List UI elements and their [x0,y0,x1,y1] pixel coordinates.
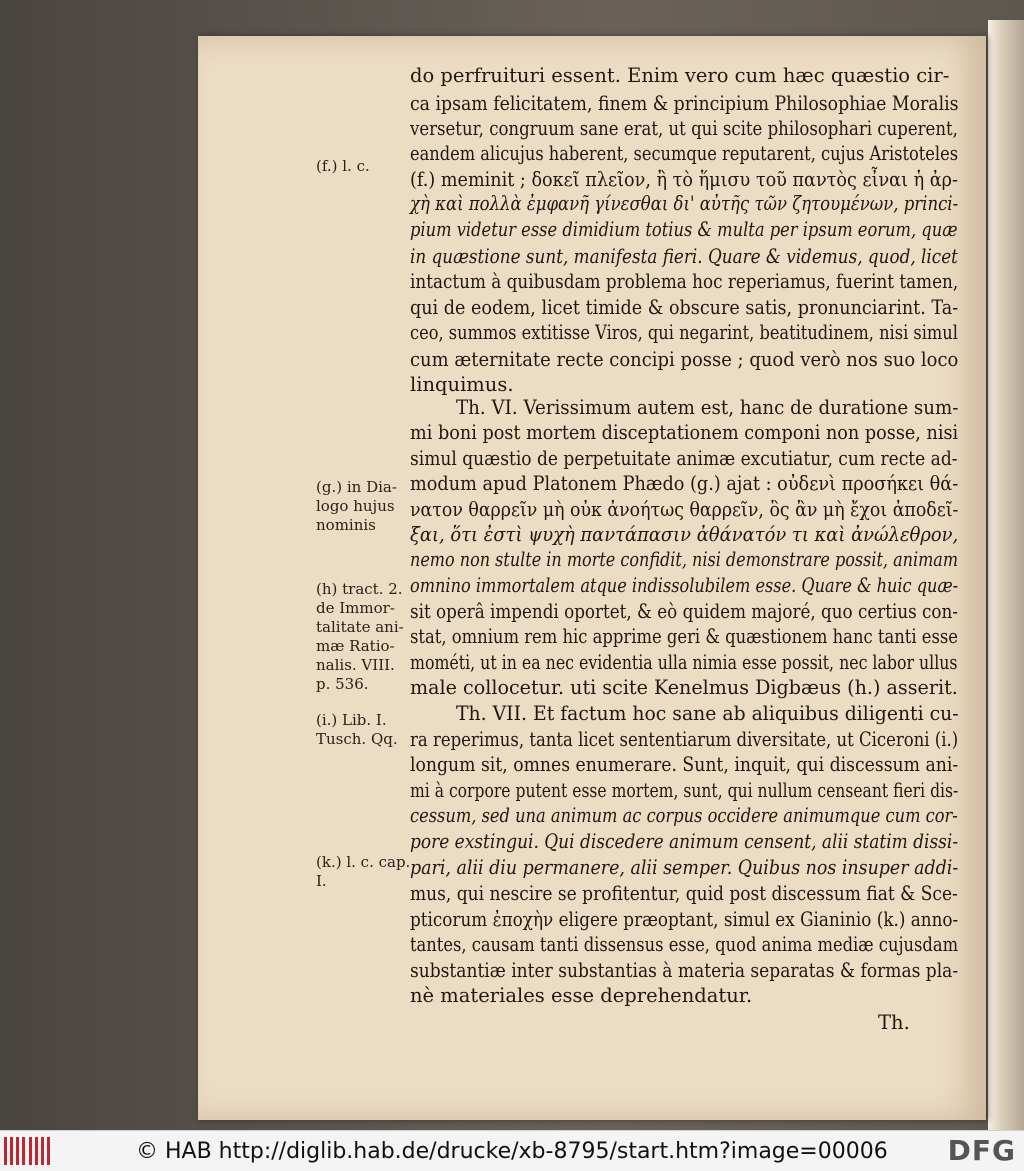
text-line: pticorum ἐποχὴν eligere præoptant, simul ex Gianinio (k.) anno- [410,908,959,931]
margin-note [316,580,404,694]
text-line: nemo non stulte in morte confidit, nisi demonstrare possit, animam [410,548,959,571]
text-line: pium videtur esse dimidium totius & multa per ipsum eorum, quæ [410,218,958,241]
margin-note-line: (h) tract. 2. [316,580,403,598]
text-line: mométi, ut in ea nec evidentia ulla nimia esse possit, nec labor ullus [410,651,958,674]
book-page [198,36,986,1120]
text-line: qui de eodem, licet timide & obscure satis, pronunciarint. Ta- [410,296,959,319]
margin-note-line: (f.) l. c. [316,157,370,175]
text-line: ra reperimus, tanta licet sententiarum diversitate, ut Ciceroni (i.) [410,728,959,751]
text-line: tantes, causam tanti dissensus esse, quod anima mediæ cujusdam [410,933,959,956]
dfg-logo: DFG [947,1134,1016,1167]
text-line: mi boni post mortem disceptationem componi non posse, nisi [410,421,959,444]
margin-note-line: (k.) l. c. cap. [316,853,411,871]
margin-note [316,157,398,176]
margin-note [316,478,398,535]
text-line: simul quæstio de perpetuitate animæ excutiatur, cum recte ad- [410,447,958,470]
text-line: cessum, sed una animum ac corpus occidere animumque cum cor- [410,804,958,827]
text-line: mi à corpore putent esse mortem, sunt, qui nullum censeant fieri dis- [410,779,959,802]
margin-note-line: (g.) in Dia- [316,478,397,496]
text-line: χὴ καὶ πολλὰ ἐμφανῆ γίνεσθαι δι' αὐτῆς τῶν ζητουμένων, princi- [410,192,959,215]
margin-note-line: Tusch. Qq. [316,730,398,748]
margin-note-line: mæ Ratio- [316,637,395,655]
text-line: ξαι, ὅτι ἐστὶ ψυχὴ παντάπασιν ἀθάνατόν τι καὶ ἀνώλεθρον, [410,523,959,546]
text-line: (f.) meminit ; δοκεῖ πλεῖον, ἢ τὸ ἥμισυ τοῦ παντὸς εἶναι ἡ ἀρ- [410,168,958,191]
margin-note [316,711,398,749]
margin-note-line: (i.) Lib. I. [316,711,387,729]
text-line: eandem alicujus haberent, secumque reputarent, cujus Aristoteles [410,142,959,165]
text-line: Th. VI. Verissimum autem est, hanc de duratione sum- [456,396,959,419]
next-page-edge [988,20,1024,1130]
text-line: omnino immortalem atque indissolubilem esse. Quare & huic quæ- [410,574,959,597]
text-line: pari, alii diu permanere, alii semper. Quibus nos insuper addi- [410,856,959,879]
text-line: versetur, congruum sane erat, ut qui scite philosophari cuperent, [410,117,958,140]
text-line: νατον θαρρεῖν μὴ οὐκ ἀνοήτως θαρρεῖν, ὃς ἂν μὴ ἔχοι ἀποδεῖ- [410,498,959,521]
text-line: pore exstingui. Qui discedere animum censent, alii statim dissi- [410,830,959,853]
viewer-footer [0,1130,1024,1171]
text-line: substantiæ inter substantias à materia separatas & formas pla- [410,959,959,982]
text-line: do perfruituri essent. Enim vero cum hæc quæstio cir- [410,64,950,87]
margin-note-line: p. 536. [316,675,369,693]
margin-note-line: I. [316,872,327,890]
margin-note-line: logo hujus [316,497,395,515]
text-line: ceo, summos extitisse Viros, qui negarint, beatitudinem, nisi simul [410,321,958,344]
text-line: linquimus. [410,373,514,396]
text-line: ca ipsam felicitatem, finem & principium Philosophiae Moralis [410,92,959,115]
copyright-url[interactable]: © HAB http://diglib.hab.de/drucke/xb-8795/start.htm?image=00006 [136,1138,888,1164]
text-line: stat, omnium rem hic apprime geri & quæstionem hanc tanti esse [410,625,959,648]
text-line: intactum à quibusdam problema hoc reperiamus, fuerint tamen, [410,270,959,293]
margin-note-line: nalis. VIII. [316,656,395,674]
text-line: nè materiales esse deprehendatur. [410,984,753,1007]
text-line: Th. VII. Et factum hoc sane ab aliquibus diligenti cu- [456,702,959,725]
margin-note [316,853,411,891]
text-line: Th. [878,1011,910,1034]
margin-note-line: nominis [316,516,376,534]
text-line: longum sit, omnes enumerare. Sunt, inquit, qui discessum ani- [410,753,959,776]
margin-note-line: talitate ani- [316,618,404,636]
text-line: modum apud Platonem Phædo (g.) ajat : οὐδενὶ προσήκει θά- [410,472,959,495]
library-logo-icon [4,1136,50,1166]
margin-note-line: de Immor- [316,599,395,617]
text-line: mus, qui nescire se profitentur, quid post discessum fiat & Sce- [410,882,958,905]
text-line: cum æternitate recte concipi posse ; quod verò nos suo loco [410,348,959,371]
text-line: sit operâ impendi oportet, & eò quidem majoré, quo certius con- [410,600,958,623]
text-line: in quæstione sunt, manifesta fieri. Quare & videmus, quod, licet [410,245,958,268]
text-line: male collocetur. uti scite Kenelmus Digbæus (h.) asserit. [410,676,958,699]
